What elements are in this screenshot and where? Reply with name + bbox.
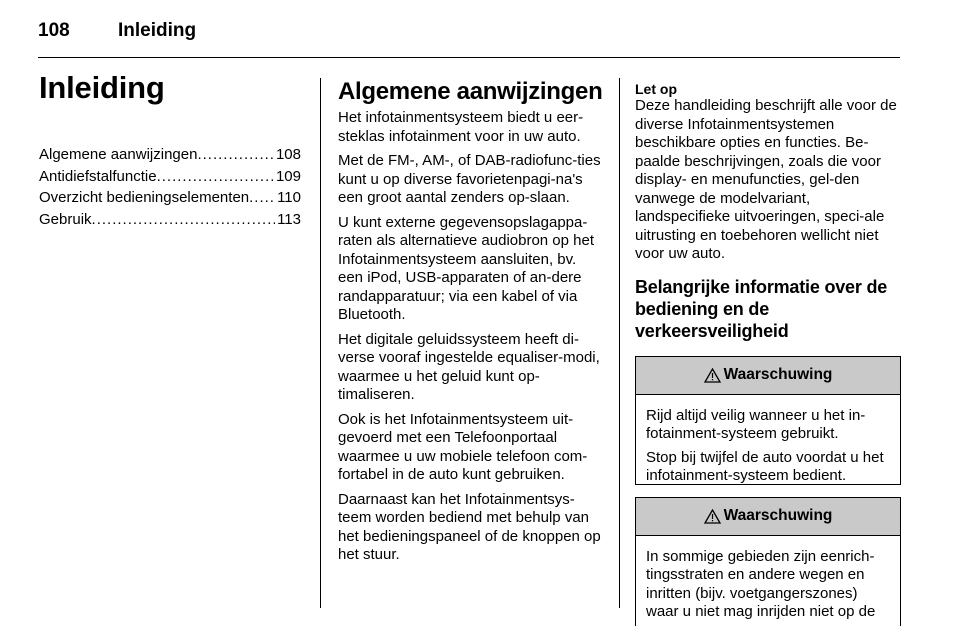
warning-paragraph: Rijd altijd veilig wanneer u het in-fotainment-systeem gebruikt. [646, 406, 866, 442]
toc-leader [197, 144, 274, 166]
page-number: 108 [38, 20, 70, 41]
toc-entry[interactable] [39, 144, 301, 166]
warning-box [635, 356, 901, 485]
note-text: Deze handleiding beschrijft alle voor de diverse Infotainmentsystemen beschikbare opties en functies. Be-paalde beschrijvingen, zoals die voor display- en menufuncties, gel-den vanwege de modelvariant, landspecifieke uitvoeringen, speci-ale uitrusting en toebehoren wellicht niet voor uw auto. [635, 97, 897, 262]
column-divider-2 [619, 78, 620, 608]
toc-entry-page: 113 [277, 210, 301, 228]
warning-title: Waarschuwing [723, 366, 833, 383]
warning-paragraph: In sommige gebieden zijn eenrich-tingsstraten en andere wegen en inritten (bijv. voetgangerszones) waar u niet mag inrijden niet op de [646, 547, 876, 620]
warning-title: Waarschuwing [723, 507, 833, 524]
section-heading: Algemene aanwijzingen [338, 78, 603, 105]
toc-entry-page: 108 [275, 146, 301, 163]
body-paragraph: Ook is het Infotainmentsysteem uit-gevoerd met een Telefoonportaal waarmee u uw mobiele telefoon com-fortabel in de auto kunt gebruiken. [338, 410, 588, 483]
warning-body [636, 536, 900, 626]
toc-entry-page: 110 [277, 189, 301, 206]
safety-column [635, 81, 901, 626]
page-header [38, 16, 898, 48]
toc-entry-title: Algemene aanwijzingen [39, 146, 198, 163]
body-paragraph: Het infotainmentsysteem biedt u eer-steklas infotainment voor in uw auto. [338, 109, 584, 145]
chapter-title: Inleiding [118, 20, 197, 41]
body-paragraph: U kunt externe gegevensopslagappa-raten als alternatieve audiobron op het Infotainmentsysteem aansluiten, bv. een iPod, USB-apparaten of an-dere randapparatuur; via een kabel of via Bluetooth. [338, 213, 595, 323]
toc-leader [157, 166, 274, 188]
toc-entry[interactable] [39, 209, 301, 231]
body-paragraph: Daarnaast kan het Infotainmentsys-teem worden bediend met behulp van het bedieningspaneel of de knoppen op het stuur. [338, 490, 601, 563]
toc-entry-title: Overzicht bedieningselementen [39, 189, 250, 206]
toc-leader [249, 187, 275, 209]
note-label: Let op [635, 81, 677, 97]
warning-triangle-icon [704, 368, 721, 383]
toc-entry-title: Gebruik [39, 210, 92, 228]
warning-paragraph: Stop bij twijfel de auto voordat u het infotainment-systeem bedient. [646, 448, 884, 484]
toc-entry-page: 109 [275, 167, 301, 185]
warning-box [635, 497, 901, 626]
toc-column [39, 70, 301, 230]
column-divider-1 [320, 78, 321, 608]
toc-entry[interactable] [39, 166, 301, 188]
toc-entry-title: Antidiefstalfunctie [39, 167, 157, 185]
toc-entry[interactable] [39, 187, 301, 209]
subsection-heading: Belangrijke informatie over de bediening en de verkeersveiligheid [635, 276, 888, 341]
general-instructions-column [338, 78, 604, 571]
table-of-contents [39, 144, 301, 230]
warning-header [636, 498, 900, 536]
header-rule [38, 57, 900, 58]
warning-body [636, 395, 900, 493]
body-paragraph: Met de FM-, AM-, of DAB-radiofunc-ties kunt u op diverse favorietenpagi-na's een groot aantal zenders op-slaan. [338, 152, 601, 206]
section-title: Inleiding [39, 70, 165, 105]
toc-leader [92, 209, 276, 231]
warning-triangle-icon [704, 509, 721, 524]
warning-header [636, 357, 900, 395]
body-paragraph: Het digitale geluidssysteem heeft di-verse vooraf ingestelde equaliser-modi, waarmee u het geluid kunt op-timaliseren. [338, 330, 600, 403]
